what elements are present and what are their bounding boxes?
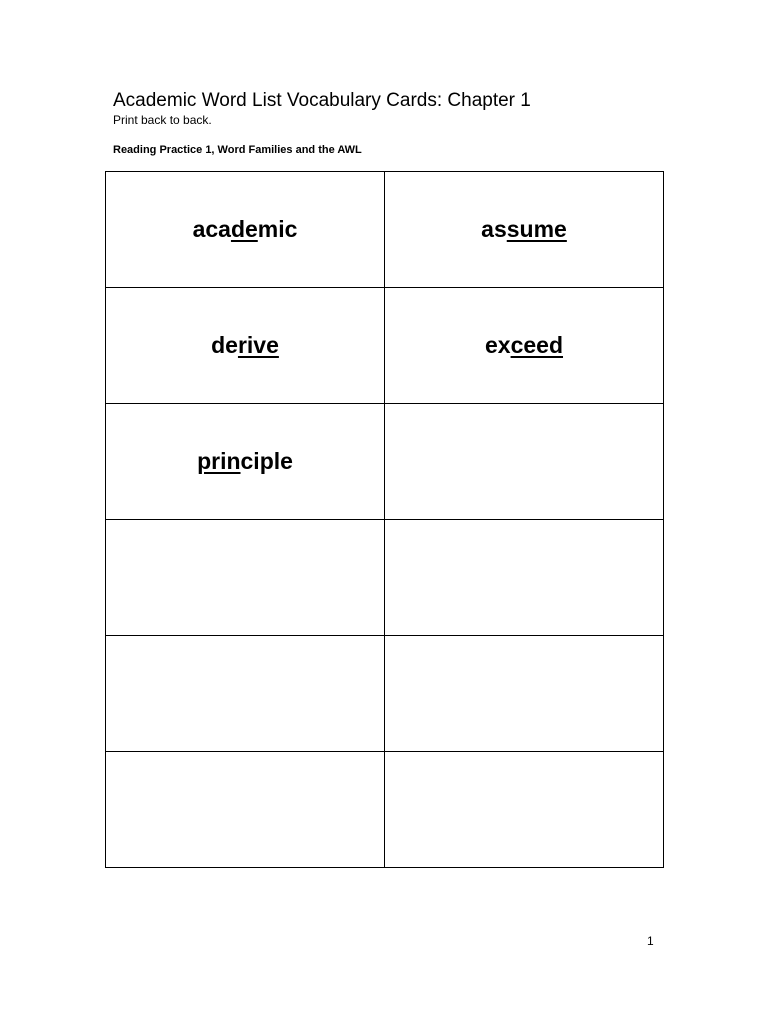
page-number: 1 xyxy=(647,934,654,948)
card-row xyxy=(106,636,664,752)
stressed-syllable: ceed xyxy=(510,332,564,358)
blank-card xyxy=(385,636,664,752)
stressed-syllable: de xyxy=(230,216,258,242)
card-row xyxy=(106,288,664,404)
document-title: Academic Word List Vocabulary Cards: Chapter 1 xyxy=(113,90,531,111)
vocabulary-card xyxy=(106,404,385,520)
vocabulary-card xyxy=(106,172,385,288)
word-prefix: ex xyxy=(484,332,511,358)
card-word xyxy=(106,330,384,360)
vocabulary-card xyxy=(106,288,385,404)
card-row xyxy=(106,752,664,868)
blank-card xyxy=(385,404,664,520)
word-suffix: ciple xyxy=(240,448,293,474)
stressed-syllable: prin xyxy=(197,448,241,474)
card-word xyxy=(106,214,384,244)
vocabulary-card xyxy=(385,172,664,288)
word-prefix: de xyxy=(211,332,238,358)
card-word xyxy=(106,446,384,476)
word-prefix: as xyxy=(481,216,507,242)
blank-card xyxy=(106,520,385,636)
blank-card xyxy=(385,752,664,868)
section-heading: Reading Practice 1, Word Families and the AWL xyxy=(113,144,362,156)
print-instructions: Print back to back. xyxy=(113,113,212,127)
blank-card xyxy=(385,520,664,636)
card-row xyxy=(106,404,664,520)
word-prefix: aca xyxy=(192,216,231,242)
card-word xyxy=(385,214,663,244)
card-row xyxy=(106,172,664,288)
vocabulary-card xyxy=(385,288,664,404)
word-suffix: mic xyxy=(257,216,298,242)
stressed-syllable: sume xyxy=(506,216,567,242)
blank-card xyxy=(106,636,385,752)
stressed-syllable: rive xyxy=(237,332,279,358)
blank-card xyxy=(106,752,385,868)
card-word xyxy=(385,330,663,360)
card-row xyxy=(106,520,664,636)
vocabulary-card-grid xyxy=(105,171,664,868)
